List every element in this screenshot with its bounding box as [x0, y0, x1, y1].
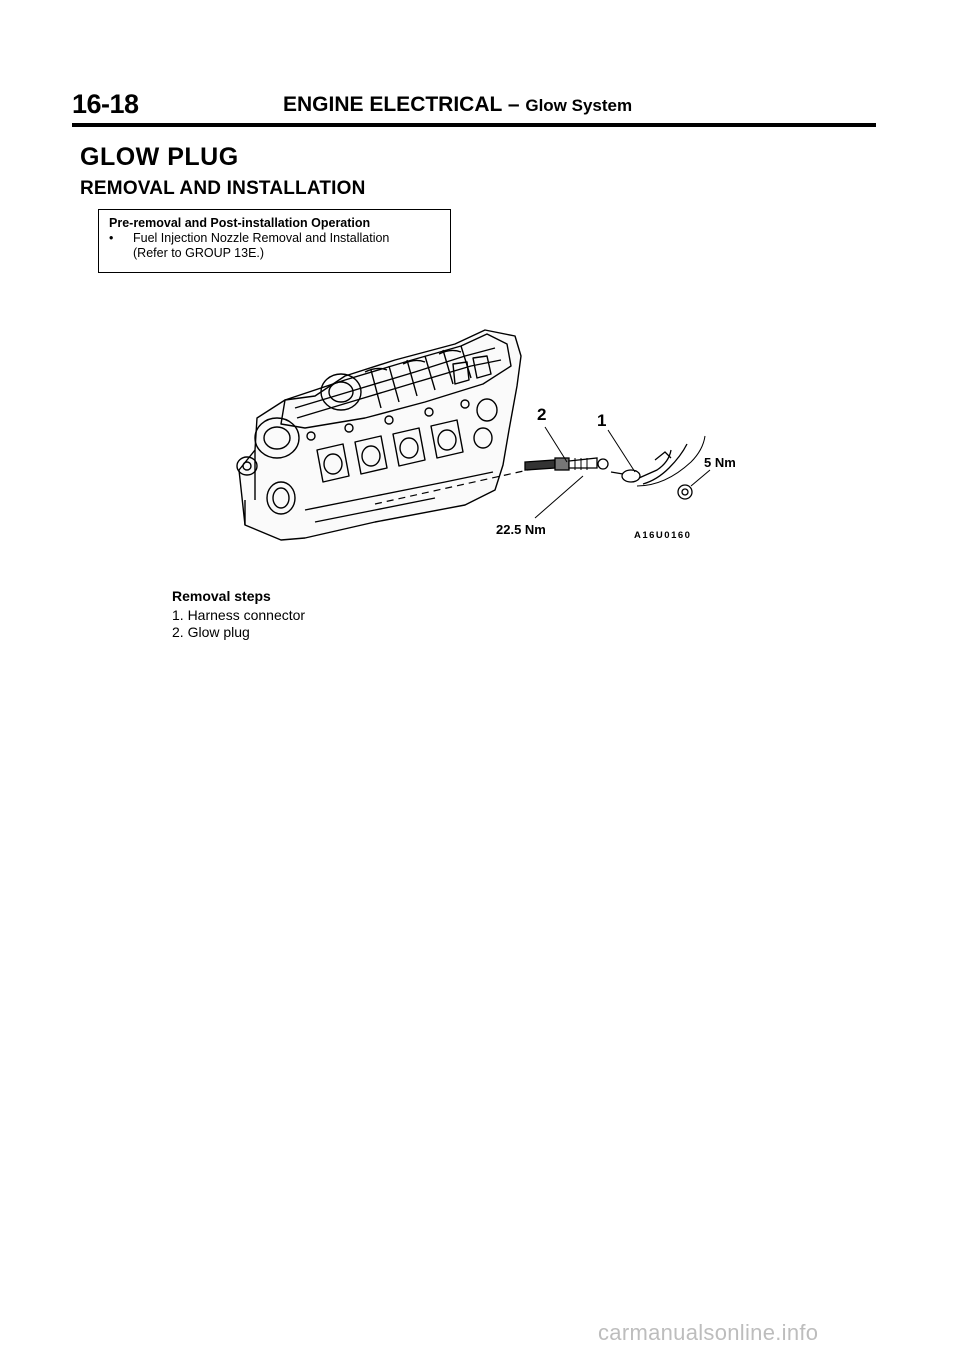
cylinder-head-drawing — [237, 330, 521, 540]
figure-code: A16U0160 — [634, 530, 692, 541]
torque-label-nut: 5 Nm — [704, 455, 736, 470]
note-heading: Pre-removal and Post-installation Operation — [109, 216, 371, 230]
note-item — [109, 231, 442, 246]
note-item-text: Fuel Injection Nozzle Removal and Installation — [133, 231, 390, 245]
section-subtitle: REMOVAL AND INSTALLATION — [80, 178, 366, 199]
callout-2: 2 — [537, 405, 547, 424]
list-item: 1. Harness connector — [172, 607, 306, 623]
torque-label-glow-plug: 22.5 Nm — [496, 522, 546, 537]
removal-steps — [172, 588, 305, 641]
header-section-name: ENGINE ELECTRICAL — [283, 93, 502, 116]
harness-connector-part — [611, 436, 705, 499]
glow-plug-diagram — [225, 300, 745, 550]
list-item: 2. Glow plug — [172, 624, 250, 640]
bullet-icon: • — [109, 231, 114, 245]
header-title — [283, 93, 632, 117]
header-subtitle: Glow System — [525, 96, 633, 115]
callout-1: 1 — [597, 411, 607, 430]
header-rule — [72, 123, 876, 127]
removal-steps-heading: Removal steps — [172, 588, 271, 604]
note-item-reference: (Refer to GROUP 13E.) — [133, 246, 265, 260]
leader-lines — [535, 427, 710, 518]
watermark: carmanualsonline.info — [598, 1320, 819, 1345]
header-separator: – — [507, 93, 520, 116]
section-title: GLOW PLUG — [80, 143, 239, 171]
glow-plug-part — [525, 458, 608, 470]
pre-removal-note-box — [98, 209, 451, 273]
page-number: 16-18 — [72, 89, 139, 119]
